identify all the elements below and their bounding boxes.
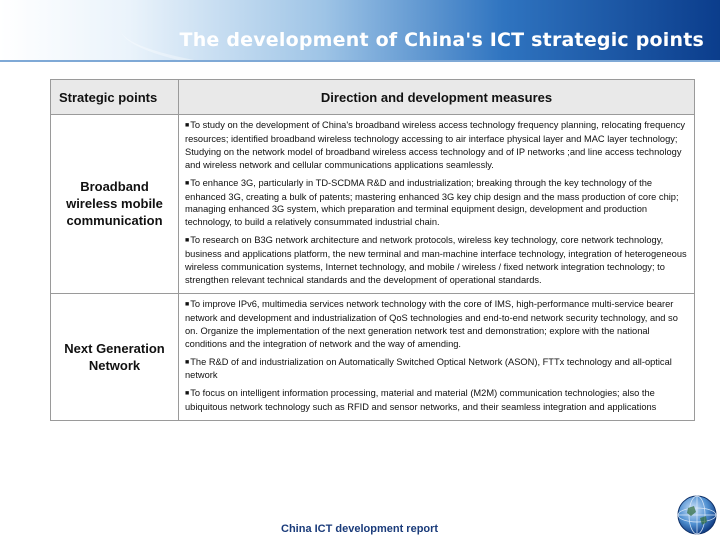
measure-item: [185, 119, 690, 172]
square-bullet-icon: ■: [185, 300, 190, 308]
measure-text: To improve IPv6, multimedia services network technology with the core of IMS, high-performance multi-service bearer network and development and industrialization of QoS technologies and end-to-end network security technology, and so on. Organize the implementation of the next generation network test and demonstration; explore with the national conditions and the integration of network and the way of amending.: [185, 298, 678, 349]
square-bullet-icon: ■: [185, 390, 190, 398]
square-bullet-icon: ■: [185, 122, 190, 129]
strategic-point-label: Next Generation Network: [64, 341, 165, 373]
measure-text: To focus on intelligent information processing, material and material (M2M) communication technologies; also the ubiquitous network technology such as RFID and sensor networks, and their seamless integration and applications: [185, 388, 657, 413]
measure-item: [185, 234, 690, 287]
measures-cell: [179, 115, 695, 294]
measures-cell: [179, 293, 695, 420]
measure-item: [185, 387, 690, 414]
column-header-direction-measures: Direction and development measures: [179, 80, 695, 115]
measure-text: To research on B3G network architecture and network protocols, wireless key technology, core network technology, business and applications platform, the new terminal and man-machine interface technology, integration of heterogeneous wireless communication systems, Internet technology, and mobile / wireless / fixed network integration technology; to strengthen relevant technical standards and the development of operational standards.: [185, 235, 687, 285]
strategic-point-cell: [51, 293, 179, 420]
table-header-row: [51, 80, 695, 115]
measure-item: [185, 177, 690, 230]
measure-text: The R&D of and industrialization on Automatically Switched Optical Network (ASON), FTTx technology and all-optical network: [185, 356, 672, 381]
footer-report-label: China ICT development report: [281, 523, 439, 535]
square-bullet-icon: ■: [185, 179, 190, 187]
column-header-strategic-points: Strategic points: [51, 80, 179, 115]
measure-text: To study on the development of China's broadband wireless access technology frequency planning, relocating frequency resources; identified broadband wireless technology accessing to air interface physical layer and MAC layer technology; Studying on the network model of broadband wireless access technology and of IP networks ;and line access technology and wireless network and cellular communications applications seamlessly.: [185, 120, 686, 170]
measure-text: To enhance 3G, particularly in TD-SCDMA R&D and industrialization; breaking through the key technology of the enhanced 3G, creating a bulk of patents; mastering enhanced 3G key chip design and the mass production of core chip; managing enhanced 3G system, which preparation and terminal equipment design, development and production technology, to build a relatively consummated industrial chain.: [185, 177, 679, 228]
header-divider: [0, 60, 720, 62]
square-bullet-icon: ■: [185, 358, 190, 366]
strategic-point-cell: [51, 115, 179, 294]
measure-item: [185, 298, 690, 351]
measure-item: [185, 356, 690, 383]
slide-header: [0, 0, 720, 62]
strategic-point-label: Broadband wireless mobile communication: [66, 179, 163, 229]
square-bullet-icon: ■: [185, 237, 190, 245]
slide-title: The development of China's ICT strategic points: [179, 29, 704, 51]
globe-logo-icon: [676, 494, 718, 536]
strategy-table: [50, 79, 695, 421]
table-row: [51, 115, 695, 294]
table-row: [51, 293, 695, 420]
